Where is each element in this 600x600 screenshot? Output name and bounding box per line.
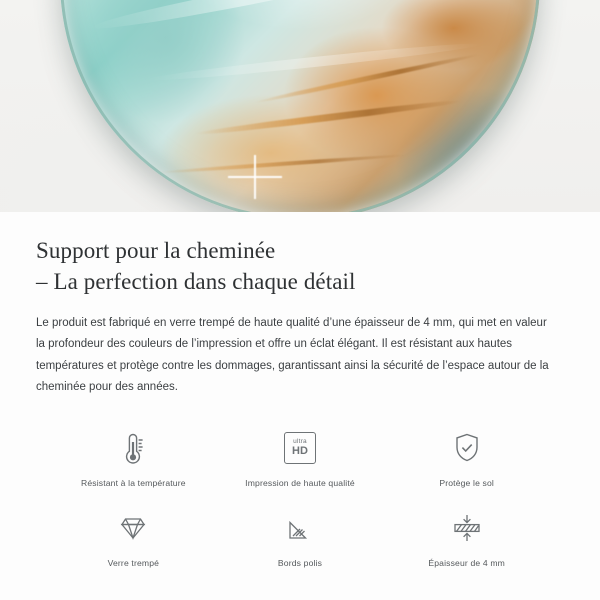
product-glass-plate	[60, 0, 540, 212]
thickness-icon	[449, 506, 485, 550]
shield-check-icon	[450, 426, 484, 470]
feature-grid	[36, 420, 564, 576]
feature-item-temperature	[50, 420, 217, 496]
description-paragraph: Le produit est fabriqué en verre trempé de haute qualité d’une épaisseur de 4 mm, qui met en valeur la profondeur des couleurs de l’impression et offre un éclat élégant. Il est résistant aux hautes températures et protège contre les dommages, garantissant ainsi la sécurité de l’espace autour de la cheminée pour des années.	[36, 317, 549, 393]
feature-item-polished-edges	[217, 500, 384, 576]
feature-label: Impression de haute qualité	[245, 478, 355, 489]
feature-label: Résistant à la température	[80, 478, 186, 489]
hero-image	[0, 0, 600, 212]
page-title	[36, 236, 564, 297]
diamond-icon	[115, 506, 151, 550]
feature-label: Protège le sol	[439, 478, 494, 489]
content-block	[0, 212, 600, 576]
feature-item-print-quality	[217, 420, 384, 496]
feature-item-tempered-glass	[50, 500, 217, 576]
feature-item-floor-protection	[383, 420, 550, 496]
feature-item-thickness	[383, 500, 550, 576]
headline-line-2: – La perfection dans chaque détail	[36, 268, 356, 294]
feature-label: Bords polis	[277, 558, 323, 569]
ultra-hd-icon	[284, 426, 316, 470]
ultra-hd-bottom-label: HD	[292, 445, 308, 458]
headline-line-1: Support pour la cheminée	[36, 238, 276, 263]
thermometer-icon	[116, 426, 150, 470]
feature-label: Épaisseur de 4 mm	[428, 558, 505, 569]
feature-label: Verre trempé	[107, 558, 160, 569]
ultra-hd-top-label: ultra	[293, 437, 307, 445]
polished-edges-icon	[284, 506, 316, 550]
